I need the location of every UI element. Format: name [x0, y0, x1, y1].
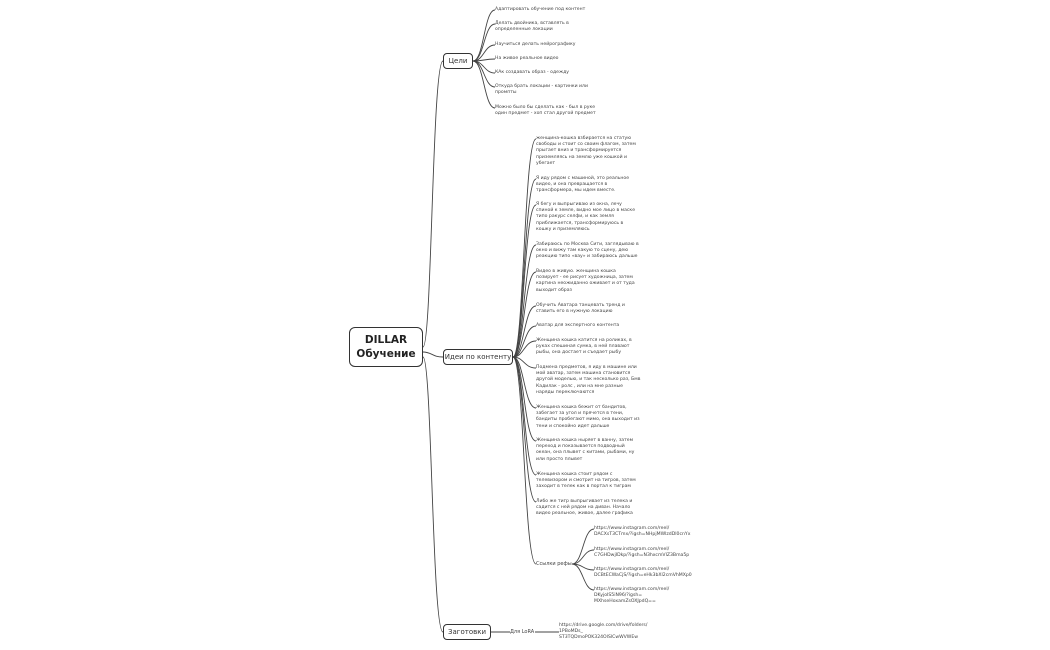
- connector-ref-link: [572, 564, 594, 590]
- lora-drive-link[interactable]: https://drive.google.com/drive/folders/ 1PBoMDs_ ST3TQDmoPOK324OlSlCwWVWEw: [559, 623, 648, 641]
- idea-item[interactable]: Видео в живую. женщина кошка позирует - ее рисует художница, затем картина неожиданно оживает и от туда выходит образ: [536, 269, 635, 293]
- connector-idea-item: [513, 357, 536, 475]
- idea-item[interactable]: Обучить Аватара танцевать тренд и ставить его в нужную локацию: [536, 303, 625, 315]
- goal-item[interactable]: КАк создавать образ - одежду: [495, 70, 570, 75]
- connector-idea-item: [513, 357, 536, 502]
- root-title: DILLAR: [364, 334, 408, 346]
- root-subtitle: Обучение: [356, 348, 416, 360]
- branch-goals-label: Цели: [448, 57, 468, 65]
- connector-idea-item: [513, 357, 536, 441]
- idea-item[interactable]: Аватар для экспертного контента: [536, 323, 620, 328]
- goal-item[interactable]: Откуда брать локации - картинки или промпты: [495, 84, 588, 96]
- idea-item[interactable]: Я бегу и выпрыгиваю из окна, лечу спиной к земле, видно мое лицо в маске типо ракурс селфи, и как земля приближается, трансформируюсь в кошку и приземляюсь: [536, 202, 636, 232]
- lora-label[interactable]: Для LoRA: [510, 629, 535, 635]
- connector-goal-item: [473, 61, 495, 108]
- idea-item[interactable]: Я иду рядом с машиной, это реальное видео, и она превращается в трансформера, мы идем вместе.: [536, 176, 630, 194]
- connector-ref-link: [572, 529, 594, 564]
- goal-item[interactable]: Можно было бы сделать как - был в руке один предмет - хоп стал другой предмет: [495, 105, 596, 117]
- goal-item[interactable]: На живое реальное видео: [495, 56, 559, 61]
- idea-item[interactable]: Подмена предметов, я иду в машине или мой аватар, затем машина становится другой моделью, и так несколько раз, Бмв Кадилак - ролс , или на мне разные наряды переключаются: [536, 365, 641, 395]
- branch-drafts[interactable]: [443, 624, 491, 640]
- ref-link[interactable]: https://www.instagram.com/reel/ DACXsT3CTmx/?igsh=NHpjMWlzdDl0cnYx: [594, 526, 691, 538]
- connector-root-goals: [423, 61, 443, 347]
- goal-item[interactable]: Адаптировать обучение под контент: [495, 7, 586, 12]
- idea-item[interactable]: Женщина кошка стоит рядом с телевизором и смотрит на тигров, затем заходит в телек как в портал к тиграм: [536, 472, 636, 490]
- idea-item[interactable]: Забираюсь по Москва Сити, заглядываю в окно и вижу там какую то сцену, дею реакцию типо «вау» и забираюсь дальше: [536, 242, 639, 260]
- root-topic[interactable]: [349, 327, 423, 367]
- connector-idea-item: [513, 205, 536, 357]
- connector-root-ideas: [423, 352, 443, 357]
- idea-item[interactable]: Женщина кошка ныряет в ванну, затем переход и показывается подводный океан, она плывет с китами, рыбами, ну или просто плывет: [536, 438, 635, 462]
- branch-drafts-label: Заготовки: [448, 628, 487, 636]
- branch-content-ideas-label: Идеи по контенту: [444, 353, 512, 361]
- idea-item[interactable]: Либо же тигр выпрыгивает из телека и садится с ней рядом на диван. Начало видео реальное, живое, далее графика: [536, 499, 633, 517]
- idea-item[interactable]: Женщина кошка катится на роликах, в руках спешиная сумка, в ней плавают рыбы, она достает и съедает рыбу: [536, 338, 632, 356]
- connector-goal-item: [473, 24, 495, 61]
- goal-item[interactable]: Научиться делать нейрографику: [495, 42, 576, 47]
- connector-refs: [513, 357, 536, 564]
- connector-idea-item: [513, 272, 536, 357]
- connector-root-drafts: [423, 357, 443, 632]
- branch-goals[interactable]: [443, 53, 473, 69]
- idea-item[interactable]: Женщина кошка бежит от бандитов, забегает за угол и прячется в тени, бандиты пробегают мимо, она выходит из тени и спокойно идет дальше: [536, 405, 640, 429]
- ref-link[interactable]: https://www.instagram.com/reel/ C7GHDwjIDkp/?igsh=N3hxcmVlZ3Bma5p: [594, 547, 690, 559]
- ref-link[interactable]: https://www.instagram.com/reel/ DKyjoIS5iN96/?igsh= MXhseHoxamZsOXJpdQ==: [594, 587, 670, 605]
- goal-item[interactable]: Делать двойника, вставлять в определенные локации: [495, 21, 569, 33]
- refs-label[interactable]: Ссылки рефы: [536, 561, 572, 567]
- ref-link[interactable]: https://www.instagram.com/reel/ DCBtECWaCjS/?igsh=eHk3bXl2cmVhMXp0: [594, 567, 692, 579]
- idea-item[interactable]: женщина-кошка взбирается на статую свободы и стоит со своим флагом, затем прыгает вниз и трансформируется приземляясь на землю уже кошкой и убегает: [536, 136, 636, 166]
- connector-ref-link: [572, 550, 594, 564]
- branch-content-ideas[interactable]: [443, 349, 513, 365]
